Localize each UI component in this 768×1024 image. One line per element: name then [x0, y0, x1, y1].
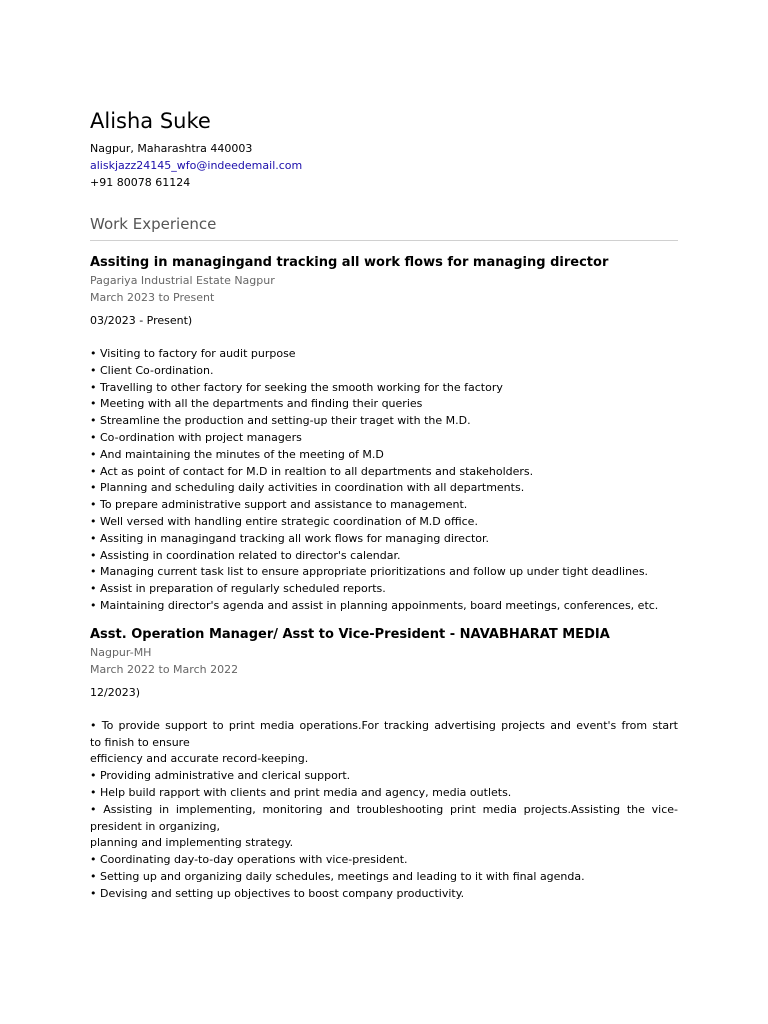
- description-line: • To prepare administrative support and assistance to management.: [90, 498, 468, 512]
- description-line: • Streamline the production and setting-up their traget with the M.D.: [90, 414, 471, 428]
- description-line: • And maintaining the minutes of the meeting of M.D: [90, 447, 384, 461]
- job-summary: 03/2023 - Present): [90, 314, 193, 327]
- description-line: • Devising and setting up objectives to boost company productivity.: [90, 886, 465, 900]
- description-line: • Client Co-ordination.: [90, 363, 214, 377]
- location-text: Nagpur, Maharashtra 440003: [90, 142, 253, 155]
- description-line: • Travelling to other factory for seeking the smooth working for the factory: [90, 380, 503, 394]
- job-description: [90, 718, 678, 903]
- job-entry: [90, 253, 678, 615]
- description-line: • Meeting with all the departments and finding their queries: [90, 397, 423, 411]
- description-line: • Providing administrative and clerical support.: [90, 769, 351, 783]
- description-line: president in organizing,: [90, 819, 220, 833]
- description-line: to finish to ensure: [90, 735, 190, 749]
- description-line: efficiency and accurate record-keeping.: [90, 752, 309, 766]
- candidate-name: Alisha Suke: [90, 109, 211, 133]
- job-company: Pagariya Industrial Estate Nagpur: [90, 274, 275, 287]
- description-line: • Help build rapport with clients and print media and agency, media outlets.: [90, 785, 512, 799]
- job-title: Asst. Operation Manager/ Asst to Vice-President - NAVABHARAT MEDIA: [90, 626, 610, 642]
- job-summary: 12/2023): [90, 685, 140, 699]
- email-link[interactable]: aliskjazz24145_wfo@indeedemail.com: [90, 159, 303, 172]
- description-line: • Co-ordination with project managers: [90, 430, 302, 444]
- description-line: • Assiting in managingand tracking all work flows for managing director.: [90, 531, 490, 545]
- job-dates: March 2023 to Present: [90, 291, 215, 304]
- description-line: • Assisting in coordination related to director's calendar.: [90, 548, 401, 562]
- description-line: • Maintaining director's agenda and assist in planning appoinments, board meetings, conferences, etc.: [90, 598, 659, 612]
- resume-content: [90, 107, 678, 903]
- description-line: • Coordinating day-to-day operations with vice-president.: [90, 853, 408, 867]
- description-line: • Visiting to factory for audit purpose: [90, 347, 296, 360]
- contact-info: [90, 140, 678, 191]
- job-company: Nagpur-MH: [90, 645, 152, 659]
- description-line: • Well versed with handling entire strategic coordination of M.D office.: [90, 514, 478, 528]
- section-title-work-experience: Work Experience: [90, 213, 678, 241]
- job-title: Assiting in managingand tracking all work flows for managing director: [90, 255, 609, 270]
- description-line: • Assisting in implementing, monitoring and troubleshooting print media projects.Assisting the vice-: [90, 802, 678, 816]
- description-line: • Assist in preparation of regularly scheduled reports.: [90, 582, 386, 596]
- job-dates: March 2022 to March 2022: [90, 662, 239, 676]
- description-line: • Managing current task list to ensure appropriate prioritizations and follow up under tight deadlines.: [90, 565, 649, 579]
- description-line: • Act as point of contact for M.D in realtion to all departments and stakeholders.: [90, 464, 534, 478]
- description-line: • Planning and scheduling daily activities in coordination with all departments.: [90, 481, 525, 495]
- description-line: • Setting up and organizing daily schedules, meetings and leading to it with final agenda.: [90, 869, 585, 883]
- phone-text: +91 80078 61124: [90, 176, 191, 189]
- job-description: [90, 346, 678, 615]
- job-entry: [90, 625, 678, 903]
- description-line: planning and implementing strategy.: [90, 836, 294, 850]
- description-line: • To provide support to print media operations.For tracking advertising projects and event's from start: [90, 718, 678, 732]
